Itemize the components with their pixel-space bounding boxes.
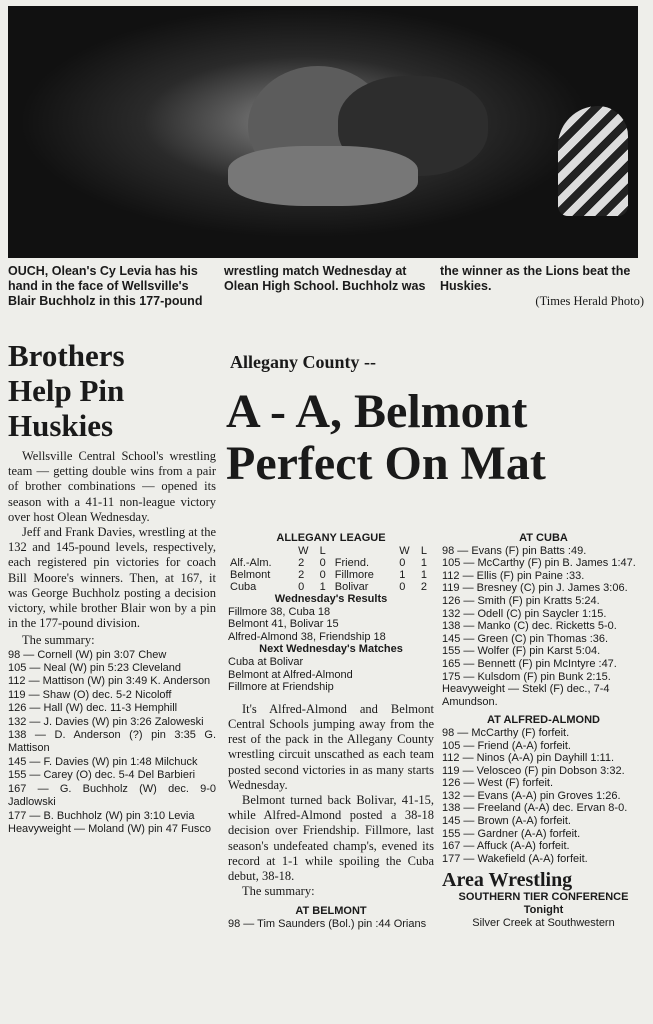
- standings-row: [228, 557, 434, 569]
- standings-cell: 0: [399, 581, 406, 593]
- bout-line: 132 — Evans (A-A) pin Groves 1:26.: [442, 789, 621, 802]
- bout-line: 98 — McCarthy (F) forfeit.: [442, 726, 570, 739]
- left-story: [8, 338, 216, 836]
- bout-line: 112 — Ellis (F) pin Paine :33.: [442, 569, 585, 582]
- main-paragraph: It's Alfred-Almond and Belmont Central Schools jumping away from the rest of the pack in the Allegany County wrestling circuit unscathed as each team posted second victories in as many starts Wednesday.: [228, 701, 434, 792]
- standings-header: L: [420, 545, 427, 557]
- bout-line: 155 — Wolfer (F) pin Karst 5:04.: [442, 645, 601, 658]
- conference-title: SOUTHERN TIER CONFERENCE: [458, 891, 629, 904]
- summary-line: 177 — B. Buchholz (W) pin 3:10 Levia: [8, 809, 195, 822]
- bout-line: 126 — West (F) forfeit.: [442, 777, 554, 790]
- standings-cell: 0: [319, 569, 326, 581]
- standings-row: [228, 581, 434, 593]
- bout-line: 167 — Affuck (A-A) forfeit.: [442, 840, 570, 853]
- next-match-line: Fillmore at Friendship: [228, 681, 334, 694]
- summary-line: 105 — Neal (W) pin 5:23 Cleveland: [8, 662, 182, 675]
- at-belmont-list: [228, 918, 434, 931]
- bout-line: 132 — Odell (C) pin Saycler 1:15.: [442, 607, 607, 620]
- summary-line: 126 — Hall (W) dec. 11-3 Hemphill: [8, 702, 178, 715]
- caption-text: OUCH, Olean's Cy Levia has his hand in the face of Wellsville's Blair Buchholz in this 177-pound wrestling match Wednesday at Olean High School. Buchholz was the winner as the Lions beat the Huskies.: [8, 264, 631, 308]
- next-match-line: Belmont at Alfred-Almond: [228, 668, 353, 681]
- bout-line: 175 — Kulsdom (F) pin Bunk 2:15.: [442, 670, 611, 683]
- standings-cell: 0: [298, 581, 305, 593]
- standings-cell: 0: [319, 557, 326, 569]
- result-line: Alfred-Almond 38, Friendship 18: [228, 630, 386, 643]
- conference-match: Silver Creek at Southwestern: [472, 917, 615, 930]
- bout-line: 126 — Smith (F) pin Kratts 5:24.: [442, 594, 600, 607]
- at-alfred-almond-list: [442, 727, 645, 866]
- standings-cell: Fillmore: [334, 569, 374, 581]
- standings-cell: Alf.-Alm.: [230, 557, 272, 569]
- left-headline: [8, 338, 216, 443]
- standings-header: W: [298, 545, 309, 557]
- bout-line: 138 — Manko (C) dec. Ricketts 5-0.: [442, 620, 617, 633]
- main-headline-line: A - A, Belmont: [226, 385, 528, 438]
- standings-cell: 0: [399, 557, 406, 569]
- summary-line: Heavyweight — Moland (W) pin 47 Fusco: [8, 822, 211, 835]
- summary-line: 145 — F. Davies (W) pin 1:48 Milchuck: [8, 755, 198, 768]
- left-summary-list: [8, 649, 216, 837]
- at-alfred-almond-title: AT ALFRED-ALMOND: [486, 714, 601, 727]
- bout-line: 98 — Tim Saunders (Bol.) pin :44 Orians: [228, 917, 427, 930]
- result-line: Belmont 41, Bolivar 15: [228, 618, 339, 631]
- result-line: Fillmore 38, Cuba 18: [228, 605, 331, 618]
- next-match-line: Cuba at Bolivar: [228, 655, 304, 668]
- standings-cell: Friend.: [334, 557, 370, 569]
- standings-cell: 1: [319, 581, 326, 593]
- bout-line: 145 — Brown (A-A) forfeit.: [442, 815, 571, 828]
- summary-line: 112 — Mattison (W) pin 3:49 K. Anderson: [8, 675, 211, 688]
- at-cuba-list: [442, 545, 645, 709]
- bout-line: 105 — Friend (A-A) forfeit.: [442, 739, 571, 752]
- right-column: [442, 532, 645, 930]
- next-matches-title: Next Wednesday's Matches: [259, 643, 403, 656]
- bout-line: 165 — Bennett (F) pin McIntyre :47.: [442, 657, 617, 670]
- main-headline: [226, 386, 638, 490]
- left-headline-line: Huskies: [8, 408, 114, 443]
- left-paragraph: Wellsville Central School's wrestling team — getting double wins from a pair of brother combinations — opened its season with a 41-11 non-league victory over host Olean Wednesday.: [8, 449, 216, 524]
- standings-table: [228, 545, 434, 593]
- standings-cell: 2: [298, 557, 305, 569]
- area-wrestling-heading: Area Wrestling: [442, 869, 573, 892]
- wrestling-photo: [8, 6, 638, 258]
- standings-cell: 1: [420, 569, 427, 581]
- bout-line: 119 — Bresney (C) pin J. James 3:06.: [442, 582, 628, 595]
- summary-line: 155 — Carey (O) dec. 5-4 Del Barbieri: [8, 769, 196, 782]
- main-summary-title: The summary:: [242, 884, 315, 899]
- main-story-column: [228, 532, 434, 931]
- results-title: Wednesday's Results: [274, 593, 388, 605]
- standings-header: L: [319, 545, 326, 557]
- bout-line: 119 — Velosceo (F) pin Dobson 3:32.: [442, 764, 625, 777]
- left-headline-line: Brothers: [8, 338, 125, 373]
- left-headline-line: Help Pin: [8, 373, 125, 408]
- main-headline-line: Perfect On Mat: [226, 437, 546, 490]
- main-paragraph: Belmont turned back Bolivar, 41-15, while Alfred-Almond posted a 38-18 decision over Friendship. Fillmore, last season's undefeated champ's, evened its record at 1-1 while spoiling the Cuba debut, 38-18.: [228, 792, 434, 883]
- photo-credit: (Times Herald Photo): [535, 294, 644, 308]
- bout-line: 98 — Evans (F) pin Batts :49.: [442, 544, 587, 557]
- standings-row: [228, 569, 434, 581]
- standings-cell: 1: [420, 557, 427, 569]
- summary-line: 167 — G. Buchholz (W) dec. 9-0 Jadlowski: [8, 782, 216, 809]
- bout-line: 155 — Gardner (A-A) forfeit.: [442, 827, 581, 840]
- standings-cell: 2: [420, 581, 427, 593]
- at-cuba-title: AT CUBA: [519, 532, 568, 544]
- at-belmont-title: AT BELMONT: [295, 905, 367, 918]
- conference-tonight: Tonight: [523, 904, 564, 917]
- league-title: ALLEGANY LEAGUE: [276, 532, 386, 544]
- standings-cell: 2: [298, 569, 305, 581]
- standings-cell: 1: [399, 569, 406, 581]
- standings-cell: Bolivar: [334, 581, 369, 593]
- bout-line: 145 — Green (C) pin Thomas :36.: [442, 632, 609, 645]
- left-paragraph: Jeff and Frank Davies, wrestling at the 132 and 145-pound levels, respectively, each registered pin victories for coach Bill Moore's winners. Then, at 167, it was George Buchholz posting a decision victory, while brother Blair won by a pin in the 177-pound division.: [8, 525, 216, 631]
- bout-line: 112 — Ninos (A-A) pin Dayhill 1:11.: [442, 752, 614, 765]
- summary-line: 98 — Cornell (W) pin 3:07 Chew: [8, 648, 167, 661]
- summary-line: 132 — J. Davies (W) pin 3:26 Zaloweski: [8, 715, 204, 728]
- results-list: [228, 606, 434, 644]
- bout-line: 138 — Freeland (A-A) dec. Ervan 8-0.: [442, 802, 628, 815]
- standings-cell: Belmont: [230, 569, 271, 581]
- left-summary-title: The summary:: [22, 633, 95, 648]
- next-matches-list: [228, 656, 434, 694]
- bout-line: Heavyweight — Stekl (F) dec., 7-4 Amundson.: [442, 683, 610, 708]
- standings-header: W: [399, 545, 410, 557]
- summary-line: 138 — D. Anderson (?) pin 3:35 G. Mattison: [8, 729, 216, 755]
- main-kicker: Allegany County --: [230, 352, 377, 372]
- standings-cell: Cuba: [230, 581, 257, 593]
- photo-caption: [8, 264, 644, 309]
- bout-line: 177 — Wakefield (A-A) forfeit.: [442, 852, 588, 865]
- striped-shirt-figure: [558, 106, 628, 216]
- bout-line: 105 — McCarthy (F) pin B. James 1:47.: [442, 557, 636, 570]
- summary-line: 119 — Shaw (O) dec. 5-2 Nicoloff: [8, 688, 172, 701]
